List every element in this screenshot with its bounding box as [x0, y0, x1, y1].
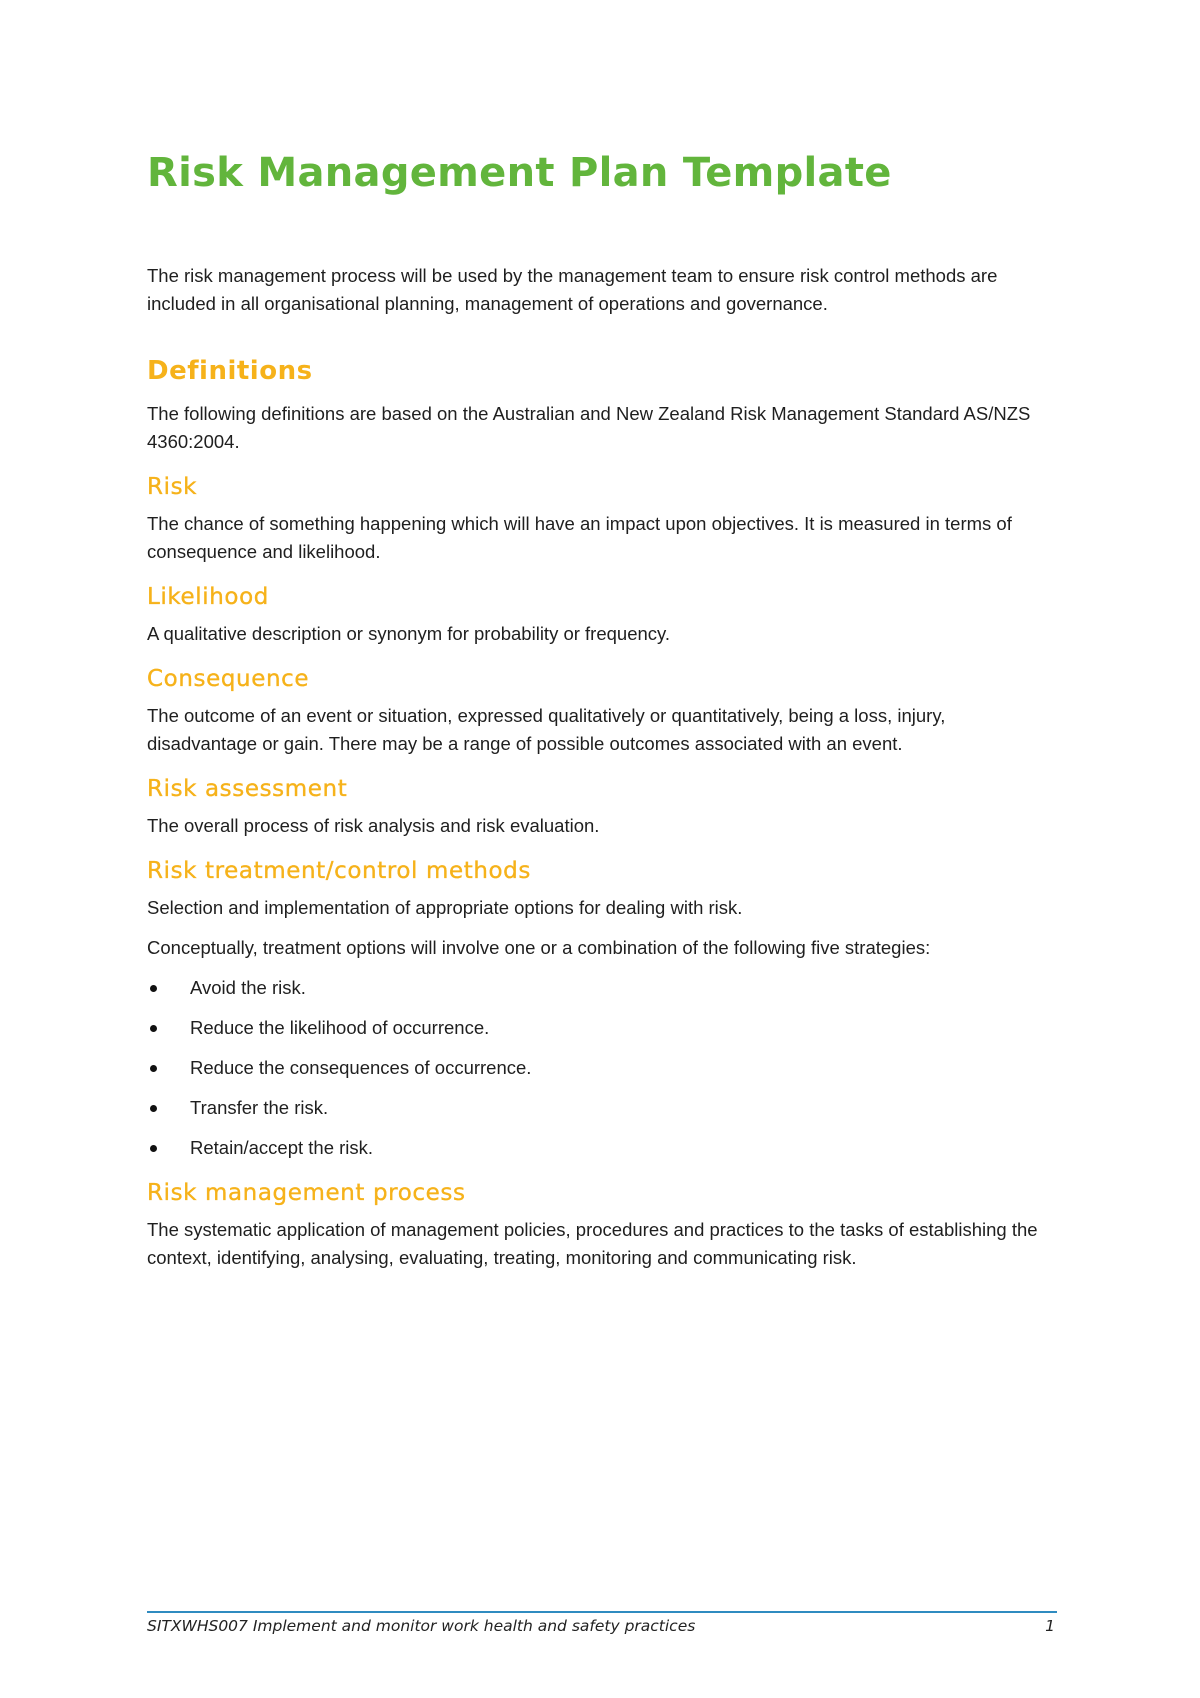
document-content	[147, 262, 1057, 1272]
term-likelihood-text: A qualitative description or synonym for probability or frequency.	[147, 623, 671, 644]
term-consequence-text: The outcome of an event or situation, expressed qualitatively or quantitatively, being a loss, injury, disadvantage or gain. There may be a range of possible outcomes associated with an event.	[147, 705, 946, 754]
intro-paragraph: The risk management process will be used by the management team to ensure risk control methods are included in all organisational planning, management of operations and governance.	[147, 265, 998, 314]
term-likelihood-heading: Likelihood	[147, 584, 269, 610]
strategy-text: Reduce the likelihood of occurrence.	[190, 1017, 490, 1038]
footer-course-title: SITXWHS007 Implement and monitor work health and safety practices	[147, 1617, 696, 1635]
strategy-text: Transfer the risk.	[190, 1097, 329, 1118]
term-assessment-text: The overall process of risk analysis and risk evaluation.	[147, 815, 600, 836]
term-risk-heading: Risk	[147, 474, 198, 500]
term-treatment-strategies-intro: Conceptually, treatment options will involve one or a combination of the following five strategies:	[147, 937, 931, 958]
strategy-text: Avoid the risk.	[190, 977, 306, 998]
term-treatment-text: Selection and implementation of appropriate options for dealing with risk.	[147, 897, 743, 918]
bullet-icon	[150, 1065, 157, 1072]
bullet-icon	[150, 1025, 157, 1032]
bullet-icon	[150, 985, 157, 992]
strategy-text: Retain/accept the risk.	[190, 1137, 374, 1158]
term-treatment-heading: Risk treatment/control methods	[147, 858, 531, 884]
page-footer	[147, 1611, 1057, 1636]
document-title: Risk Management Plan Template	[147, 150, 892, 196]
term-risk-text: The chance of something happening which will have an impact upon objectives. It is measured in terms of consequence and likelihood.	[147, 513, 1012, 562]
strategies-list	[147, 974, 1057, 1162]
term-process-text: The systematic application of management policies, procedures and practices to the tasks of establishing the context, identifying, analysing, evaluating, treating, monitoring and communicating risk.	[147, 1219, 1038, 1268]
list-item	[147, 1134, 1057, 1162]
term-process-heading: Risk management process	[147, 1180, 466, 1206]
page-number: 1	[1045, 1617, 1055, 1635]
bullet-icon	[150, 1105, 157, 1112]
definitions-intro: The following definitions are based on the Australian and New Zealand Risk Management Standard AS/NZS 4360:2004.	[147, 403, 1031, 452]
term-consequence-heading: Consequence	[147, 666, 310, 692]
definitions-heading: Definitions	[147, 356, 313, 386]
list-item	[147, 1094, 1057, 1122]
list-item	[147, 974, 1057, 1002]
list-item	[147, 1054, 1057, 1082]
document-page	[147, 0, 1057, 1698]
term-assessment-heading: Risk assessment	[147, 776, 348, 802]
strategy-text: Reduce the consequences of occurrence.	[190, 1057, 532, 1078]
list-item	[147, 1014, 1057, 1042]
bullet-icon	[150, 1145, 157, 1152]
